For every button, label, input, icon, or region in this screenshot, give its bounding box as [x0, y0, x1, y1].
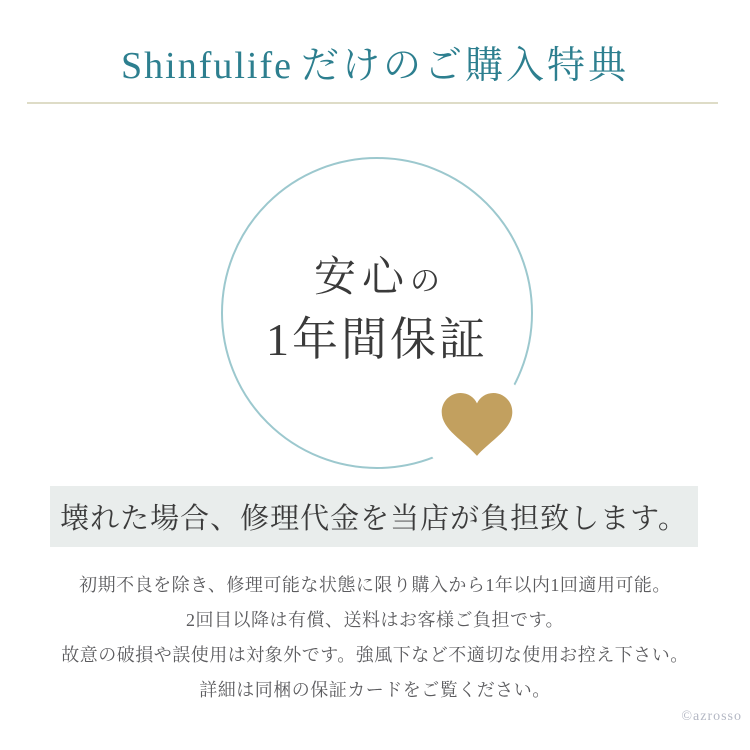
note-line: 詳細は同梱の保証カードをご覧ください。	[199, 680, 551, 700]
watermark: ©azrosso	[681, 709, 742, 724]
title-suffix: だけのご購入特典	[300, 45, 629, 87]
note-line: 初期不良を除き、修理可能な状態に限り購入から1年以内1回適用可能。	[79, 575, 671, 595]
terms-notes	[0, 568, 750, 708]
page-title	[0, 44, 750, 88]
guarantee-banner-text: 壊れた場合、修理代金を当店が負担致します。	[60, 503, 688, 535]
guarantee-banner	[50, 486, 698, 547]
warranty-line-1	[223, 250, 531, 310]
title-divider	[27, 102, 718, 104]
note-line: 故意の破損や誤使用は対象外です。強風下など不適切な使用お控え下さい。	[61, 645, 689, 665]
brand-name: Shinfulife	[121, 45, 293, 87]
warranty-line-2: 1年間保証	[266, 314, 488, 365]
warranty-circle-text	[223, 250, 531, 370]
note-line: 2回目以降は有償、送料はお客様ご負担です。	[185, 610, 565, 630]
heart-icon	[439, 393, 515, 457]
warranty-line-1-particle: の	[410, 265, 440, 298]
warranty-line-1-main: 安心	[313, 255, 410, 301]
